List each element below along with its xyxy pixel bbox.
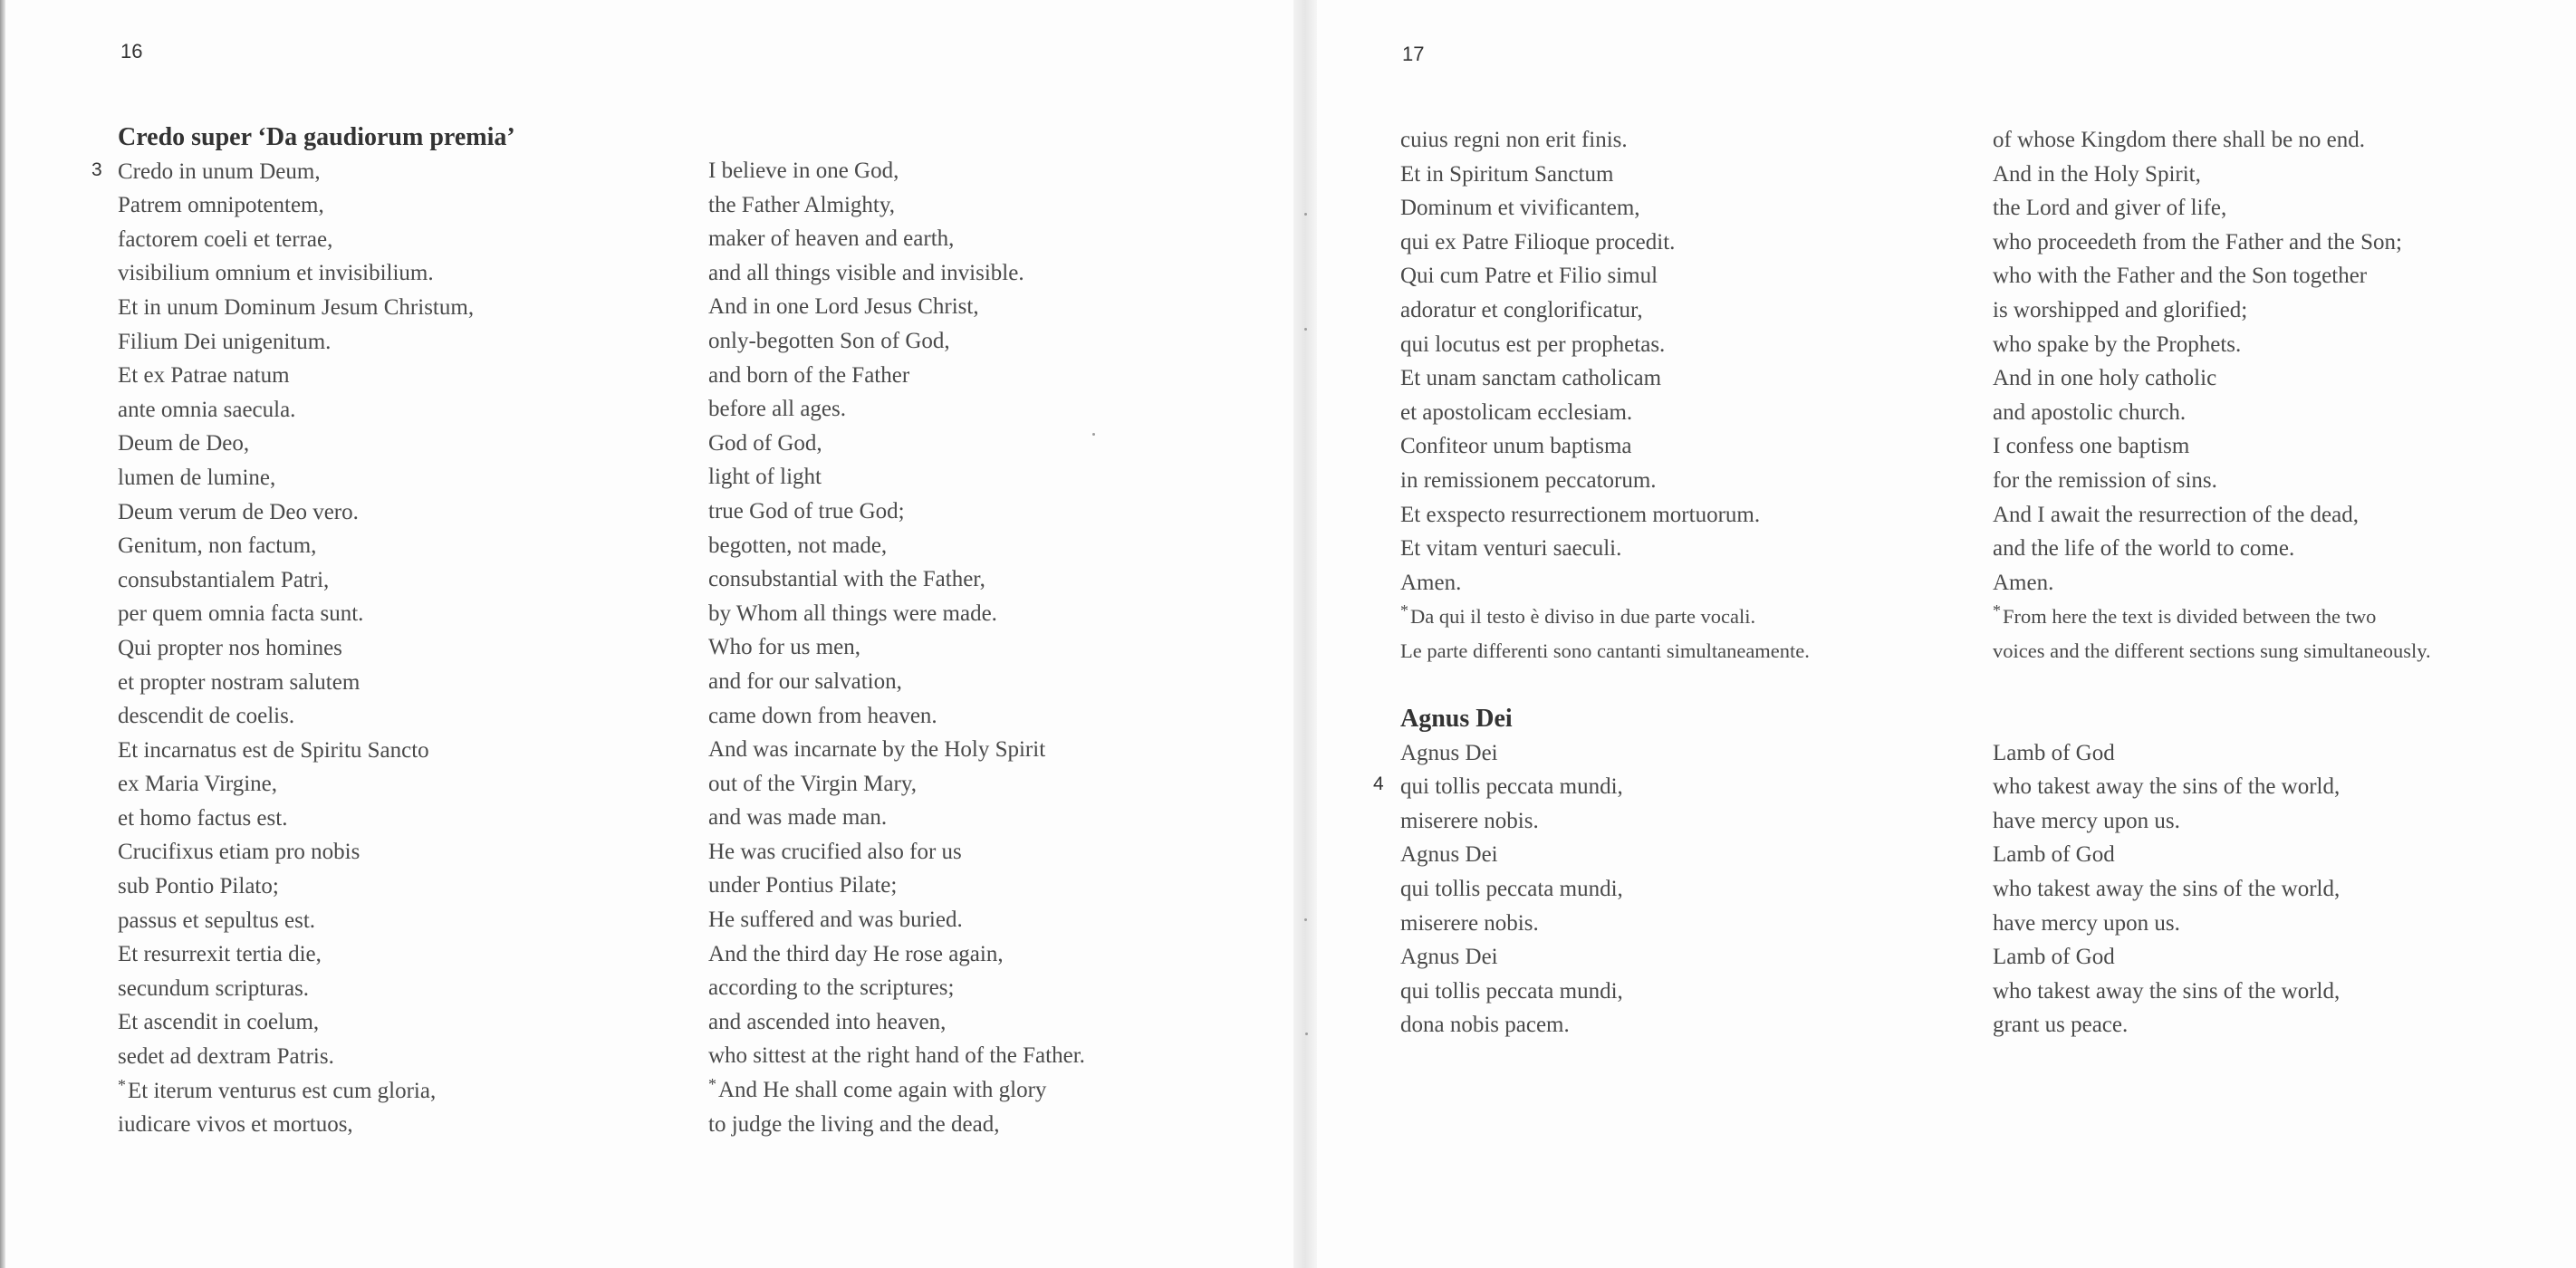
text-line: in remissionem peccatorum. (1400, 467, 1657, 493)
credo-note-english-2: voices and the different sections sung simultaneously. (1993, 639, 2431, 662)
text-line: cuius regni non erit finis. (1400, 128, 1628, 152)
text-line: Crucifixus etiam pro nobis (118, 840, 360, 865)
text-line: qui locutus est per prophetas. (1400, 331, 1666, 357)
text-line: Amen. (1400, 570, 1462, 595)
text-line: qui tollis peccata mundi, (1400, 774, 1623, 800)
text-line: et homo factus est. (118, 805, 288, 831)
text-line: and apostolic church. (1993, 399, 2187, 425)
credo-english-lines (708, 154, 1085, 1141)
print-speck (1305, 1033, 1308, 1035)
text-line: who proceedeth from the Father and the Son; (1993, 229, 2402, 255)
text-line: begotten, not made, (708, 533, 888, 558)
text-line: Patrem omnipotentem, (118, 193, 324, 218)
text-line: Confiteor unum baptisma (1400, 434, 1632, 459)
text-line: And the third day He rose again, (708, 941, 1004, 966)
text-line: And in the Holy Spirit, (1993, 161, 2201, 187)
track-marker-agnus: 4 (1373, 773, 1384, 794)
text-line: Et ex Patrae natum (118, 363, 290, 389)
text-line: is worshipped and glorified; (1993, 297, 2248, 322)
print-speck (1092, 433, 1095, 436)
text-line: And was incarnate by the Holy Spirit (708, 737, 1046, 763)
text-line: Qui propter nos homines (118, 635, 342, 660)
text-line: consubstantialem Patri, (118, 567, 330, 592)
page-number-right: 17 (1402, 43, 1425, 65)
text-line (118, 1074, 515, 1109)
text-line: adoratur et conglorificatur, (1400, 297, 1643, 322)
text-line: descendit de coelis. (118, 704, 295, 729)
text-line: only-begotten Son of God, (708, 328, 950, 353)
section-spacer (1400, 668, 1810, 703)
text-line: He was crucified also for us (708, 839, 962, 864)
asterisk-mark: * (708, 1075, 716, 1094)
text-line: Amen. (1993, 570, 2054, 595)
text-line: et apostolicam ecclesiam. (1400, 399, 1633, 425)
print-speck (1304, 918, 1307, 921)
text-line: Lamb of God (1993, 740, 2115, 765)
text-line: and all things visible and invisible. (708, 260, 1024, 285)
credo-latin-column (118, 120, 515, 1142)
text-line: Et in unum Dominum Jesum Christum, (118, 294, 475, 320)
credo-note-english-1 (1993, 600, 2431, 634)
text-line: ex Maria Virgine, (118, 772, 278, 797)
text-line: qui ex Patre Filioque procedit. (1400, 229, 1676, 255)
agnus-title: Agnus Dei (1400, 705, 1513, 734)
text-line: by Whom all things were made. (708, 600, 997, 626)
print-speck (1304, 213, 1307, 216)
text-line: God of God, (708, 430, 822, 456)
text-line: miserere nobis. (1400, 910, 1539, 936)
text-line: Genitum, non factum, (118, 533, 317, 559)
text-line: secundum scripturas. (118, 975, 310, 1001)
text-line: have mercy upon us. (1993, 808, 2180, 833)
page-number-left: 16 (120, 40, 143, 62)
text-line: of whose Kingdom there shall be no end. (1993, 128, 2366, 152)
credo-latin-continued-lines (1400, 123, 1810, 600)
credo-title: Credo super ‘Da gaudiorum premia’ (118, 123, 515, 151)
text-line: Et exspecto resurrectionem mortuorum. (1400, 502, 1761, 527)
text-line: and ascended into heaven, (708, 1009, 947, 1034)
credo-note-latin-text-1: Da qui il testo è diviso in due parte vocali. (1410, 605, 1756, 629)
text-line-content: And He shall come again with glory (718, 1078, 1047, 1103)
print-speck (1304, 328, 1307, 331)
text-line: and for our salvation, (708, 668, 902, 694)
text-line: et propter nostram salutem (118, 669, 360, 695)
text-line: out of the Virgin Mary, (708, 771, 917, 796)
credo-english-column (708, 154, 1085, 1141)
text-line: qui tollis peccata mundi, (1400, 978, 1623, 1004)
text-line: consubstantial with the Father, (708, 567, 985, 592)
text-line: Et vitam venturi saeculi. (1400, 536, 1622, 562)
credo-english-continued-column (1993, 123, 2431, 1042)
text-line: Who for us men, (708, 635, 861, 660)
text-line: Deum verum de Deo vero. (118, 499, 359, 524)
text-line: who takest away the sins of the world, (1993, 978, 2341, 1004)
text-line: maker of heaven and earth, (708, 226, 955, 252)
text-line (708, 1073, 1085, 1108)
text-line: who sittest at the right hand of the Father. (708, 1043, 1085, 1069)
text-line: Et ascendit in coelum, (118, 1010, 320, 1035)
text-line: factorem coeli et terrae, (118, 226, 333, 252)
text-line-content: Et iterum venturus est cum gloria, (128, 1078, 437, 1103)
credo-note-latin-2: Le parte differenti sono cantanti simultaneamente. (1400, 639, 1810, 662)
text-line: iudicare vivos et mortuos, (118, 1112, 353, 1138)
text-line: to judge the living and the dead, (708, 1111, 1000, 1137)
text-line: light of light (708, 465, 822, 490)
asterisk-mark: * (1993, 601, 2001, 620)
text-line: true God of true God; (708, 498, 905, 524)
agnus-latin-lines (1400, 736, 1810, 1042)
text-line: And I await the resurrection of the dead, (1993, 502, 2360, 527)
asterisk-mark: * (118, 1075, 126, 1094)
text-line: dona nobis pacem. (1400, 1013, 1570, 1038)
text-line: the Father Almighty, (708, 192, 895, 217)
agnus-english-lines (1993, 736, 2431, 1042)
text-line: Et unam sanctam catholicam (1400, 366, 1662, 391)
text-line: visibilium omnium et invisibilium. (118, 261, 434, 286)
text-line: miserere nobis. (1400, 808, 1539, 833)
text-line: and the life of the world to come. (1993, 536, 2295, 562)
text-line: the Lord and giver of life, (1993, 196, 2227, 221)
text-line: Lamb of God (1993, 842, 2115, 868)
text-line: And in one Lord Jesus Christ, (708, 294, 979, 320)
text-line: Credo in unum Deum, (118, 158, 321, 184)
text-line: have mercy upon us. (1993, 910, 2180, 936)
section-spacer (1993, 702, 2431, 736)
text-line: for the remission of sins. (1993, 467, 2217, 493)
text-line: passus et sepultus est. (118, 908, 316, 933)
track-marker-credo: 3 (91, 159, 102, 180)
page-edge (0, 0, 5, 1268)
section-spacer (1993, 668, 2431, 703)
text-line: ante omnia saecula. (118, 397, 296, 422)
text-line: Et resurrexit tertia die, (118, 942, 322, 967)
text-line: Dominum et vivificantem, (1400, 196, 1640, 221)
credo-note-latin-1 (1400, 600, 1810, 634)
text-line: sedet ad dextram Patris. (118, 1044, 334, 1070)
text-line: under Pontius Pilate; (708, 873, 898, 898)
text-line: I believe in one God, (708, 158, 899, 183)
text-line: and was made man. (708, 805, 888, 831)
text-line: Lamb of God (1993, 945, 2115, 970)
text-line: Deum de Deo, (118, 431, 250, 456)
text-line: sub Pontio Pilato; (118, 874, 279, 899)
text-line: and born of the Father (708, 362, 910, 388)
credo-english-continued-lines (1993, 123, 2431, 600)
text-line: lumen de lumine, (118, 465, 276, 490)
credo-note-english-text-1: From here the text is divided between the two (2003, 605, 2377, 629)
text-line: who takest away the sins of the world, (1993, 774, 2341, 800)
text-line: who spake by the Prophets. (1993, 331, 2242, 357)
text-line: who takest away the sins of the world, (1993, 877, 2341, 902)
text-line: I confess one baptism (1993, 434, 2190, 459)
text-line: Et incarnatus est de Spiritu Sancto (118, 737, 429, 763)
text-line: He suffered and was buried. (708, 908, 963, 933)
text-line: And in one holy catholic (1993, 366, 2217, 391)
text-line: per quem omnia facta sunt. (118, 601, 364, 627)
text-line: grant us peace. (1993, 1013, 2129, 1038)
text-line: Agnus Dei (1400, 740, 1498, 765)
text-line: Qui cum Patre et Filio simul (1400, 264, 1658, 289)
text-line: according to the scriptures; (708, 975, 955, 1001)
credo-latin-continued-column (1400, 123, 1810, 1042)
text-line: qui tollis peccata mundi, (1400, 877, 1623, 902)
credo-latin-lines (118, 155, 515, 1142)
text-line: Agnus Dei (1400, 945, 1498, 970)
asterisk-mark: * (1400, 601, 1408, 620)
text-line: who with the Father and the Son together (1993, 264, 2368, 289)
text-line: Et in Spiritum Sanctum (1400, 161, 1614, 187)
text-line: came down from heaven. (708, 703, 937, 728)
book-gutter (1293, 0, 1317, 1268)
text-line: Filium Dei unigenitum. (118, 329, 332, 354)
text-line: Agnus Dei (1400, 842, 1498, 868)
text-line: before all ages. (708, 397, 847, 422)
